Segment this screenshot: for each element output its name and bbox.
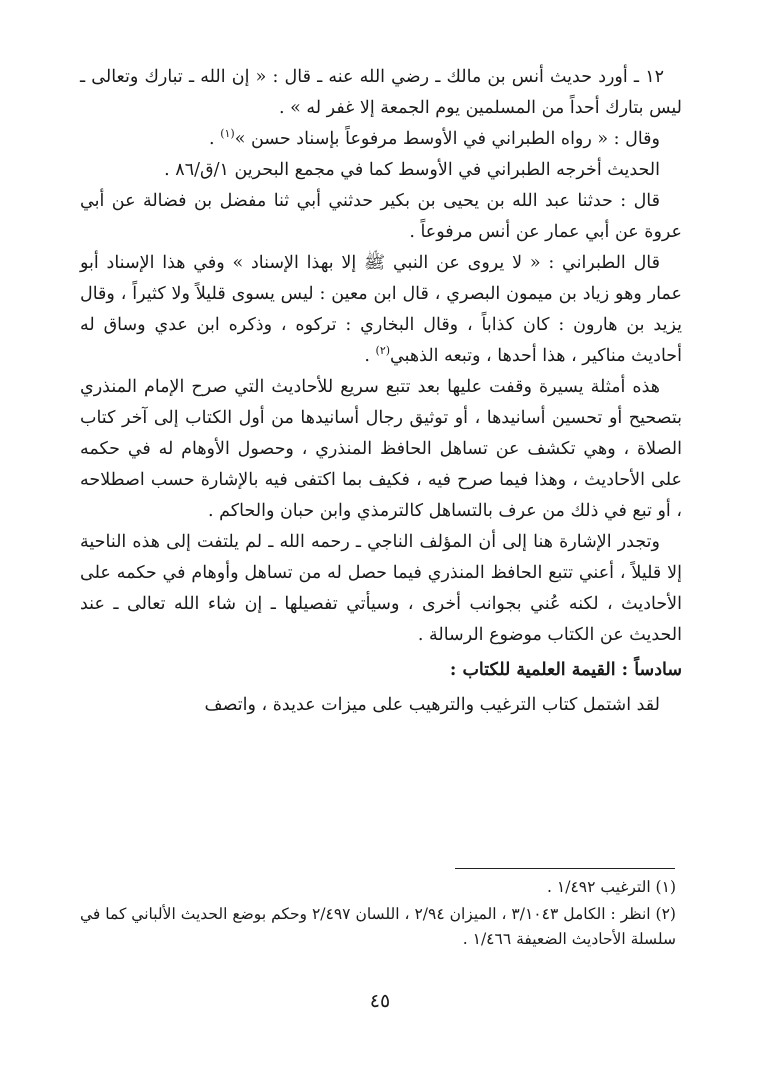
footnote-ref-1: (١) bbox=[220, 127, 235, 141]
grading-end: . bbox=[209, 129, 221, 149]
grading-text: وقال : « رواه الطبراني في الأوسط مرفوعاً بإسناد حسن » bbox=[234, 129, 660, 149]
paragraph-book-value: لقد اشتمل كتاب الترغيب والترهيب على ميزات عديدة ، واتصف bbox=[204, 695, 660, 715]
section-heading: سادساً : القيمة العلمية للكتاب : bbox=[449, 660, 682, 680]
footnote-ref-2: (٢) bbox=[375, 344, 391, 358]
paragraph-tabarani-grading bbox=[80, 124, 682, 155]
paragraph-examples-summary: هذه أمثلة يسيرة وقفت عليها بعد تتبع سريع للأحاديث التي صرح الإمام المنذري بتصحيح أو تحسين أسانيدها ، أو توثيق رجال أسانيدها من أول الكتاب إلى آخر كتاب الصلاة ، وهي تكشف عن تساهل الحافظ المنذري ، وحصول الأوهام له في حكمه على الأحاديث ، وهذا فيما صرح فيه ، فكيف بما اكتفى فيه بالإشارة حسب اصطلاحه ، أو تبع في ذلك من عرف بالتساهل كالترمذي وابن حبان والحاكم . bbox=[80, 377, 682, 521]
tabarani-comment-end: . bbox=[364, 346, 376, 366]
footnote-divider bbox=[455, 868, 675, 869]
footnotes bbox=[80, 875, 676, 954]
paragraph-isnad: قال : حدثنا عبد الله بن يحيى بن بكير حدثني أبي ثنا مفضل بن فضالة عن أبي عروة عن أبي عمار عن أنس مرفوعاً . bbox=[80, 191, 682, 242]
footnote-1: (١) الترغيب ١/٤٩٢ . bbox=[547, 878, 676, 896]
footnote-2: (٢) انظر : الكامل ٣/١٠٤٣ ، الميزان ٢/٩٤ ، اللسان ٢/٤٩٧ وحكم بوضع الحديث الألباني كما في سلسلة الأحاديث الضعيفة ١/٤٦٦ . bbox=[80, 905, 676, 948]
paragraph-takhrij: الحديث أخرجه الطبراني في الأوسط كما في مجمع البحرين ١/ق/٨٦ . bbox=[164, 160, 660, 180]
paragraph-hadith-12: ١٢ ـ أورد حديث أنس بن مالك ـ رضي الله عنه ـ قال : « إن الله ـ تبارك وتعالى ـ ليس بتارك أحداً من المسلمين يوم الجمعة إلا غفر له » . bbox=[80, 67, 682, 118]
main-text bbox=[80, 62, 682, 721]
paragraph-author-note: وتجدر الإشارة هنا إلى أن المؤلف الناجي ـ رحمه الله ـ لم يلتفت إلى هذه الناحية إلا قليلاً ، أعني تتبع الحافظ المنذري فيما حصل له من تساهل وأوهام في حكمه على الأحاديث ، لكنه عُني بجوانب أخرى ، وسيأتي تفصيلها ـ إن شاء الله تعالى ـ عند الحديث عن الكتاب موضوع الرسالة . bbox=[80, 532, 682, 645]
tabarani-comment-text: قال الطبراني : « لا يروى عن النبي ﷺ إلا بهذا الإسناد » وفي هذا الإسناد أبو عمار وهو زياد بن ميمون البصري ، قال ابن معين : ليس يسوى قليلاً ولا كثيراً ، وقال يزيد بن هارون : كان كذاباً ، وقال البخاري : تركوه ، وذكره ابن عدي وساق له أحاديث مناكير ، هذا أحدها ، وتبعه الذهبي bbox=[80, 253, 682, 366]
page-number: ٤٥ bbox=[369, 990, 391, 1012]
paragraph-tabarani-comment bbox=[80, 248, 682, 372]
